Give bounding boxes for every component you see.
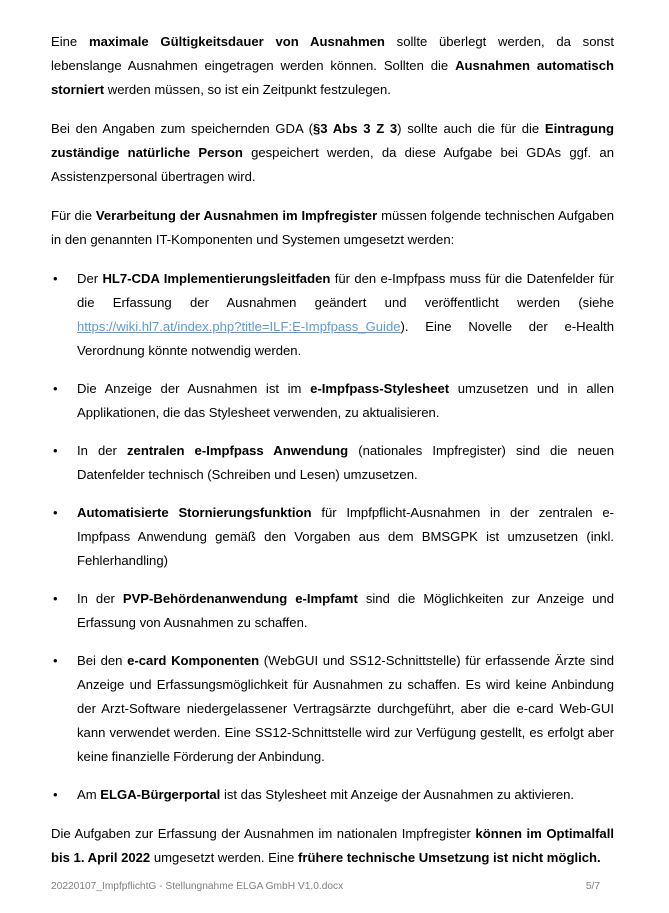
paragraph-verarbeitung-intro xyxy=(51,204,614,252)
text-segment: umgesetzt werden. Eine xyxy=(150,850,298,865)
bold-segment: maximale Gültigkeitsdauer von Ausnahmen xyxy=(88,34,385,49)
text-segment: für Impfpflicht-Ausnahmen in der zentralen e-Impfpass Anwendung gemäß den Vorgaben aus dem BMSGPK ist umzusetzen (inkl. Fehlerhandling) xyxy=(77,505,614,568)
text-segment: gespeichert werden, da diese Aufgabe bei GDAs ggf. an Assistenzpersonal übertragen wird. xyxy=(51,145,614,184)
list-item xyxy=(51,377,614,425)
paragraph-gda-angaben xyxy=(51,117,614,189)
bullet-icon: • xyxy=(53,271,58,286)
bold-segment: e-Impfpass-Stylesheet xyxy=(310,381,450,396)
text-segment: In der xyxy=(77,443,127,458)
bold-segment: Verarbeitung der Ausnahmen im Impfregister xyxy=(95,208,378,223)
task-list xyxy=(51,267,614,807)
list-item xyxy=(51,267,614,363)
text-segment: Eine xyxy=(51,34,89,49)
bold-segment: PVP-Behördenanwendung e-Impfamt xyxy=(122,591,358,606)
footer-document-name: 20220107_ImpfpflichtG - Stellungnahme ELGA GmbH V1.0.docx xyxy=(51,881,344,892)
bold-segment: Automatisierte Stornierungsfunktion xyxy=(77,505,312,520)
text-segment: für den e-Impfpass muss für die Datenfelder für die Erfassung der Ausnahmen geändert und veröffentlicht werden (siehe xyxy=(77,271,614,310)
list-item xyxy=(51,439,614,487)
text-segment: Die Anzeige der Ausnahmen ist im xyxy=(77,381,311,396)
bold-segment: Eintragung zuständige natürliche Person xyxy=(51,121,614,160)
text-segment: umzusetzen und in allen Applikationen, die das Stylesheet verwenden, zu aktualisieren. xyxy=(77,381,614,420)
list-item xyxy=(51,783,614,807)
bullet-icon: • xyxy=(53,505,58,520)
bold-segment-paragraph: §3 Abs 3 Z 3 xyxy=(313,121,398,136)
list-item xyxy=(51,649,614,769)
text-segment: werden müssen, so ist ein Zeitpunkt festzulegen. xyxy=(104,82,391,97)
text-segment: sollte überlegt werden, da sonst lebenslange Ausnahmen eingetragen werden können. Sollten die xyxy=(51,34,614,73)
bullet-icon: • xyxy=(53,653,58,668)
page-footer xyxy=(51,880,600,894)
hl7-guide-link[interactable]: https://wiki.hl7.at/index.php?title=ILF:E-Impfpass_Guide xyxy=(77,319,401,334)
text-segment: (nationales Impfregister) sind die neuen Datenfelder technisch (Schreiben und Lesen) umzusetzen. xyxy=(77,443,615,482)
text-segment: ). Eine Novelle der e-Health Verordnung könnte notwendig werden. xyxy=(77,319,614,358)
text-segment: (WebGUI und SS12-Schnittstelle) für erfassende Ärzte sind Anzeige und Erfassungsmöglichkeit für Ausnahmen zu schaffen. Es wird keine Anbindung der Arzt-Software niedergelassener Vertragsärzte durchgeführt, aber die e-card Web-GUI kann verwendet werden. Eine SS12-Schnittstelle wird zur Verfügung gestellt, es erfolgt aber keine finanzielle Förderung der Anbindung. xyxy=(77,653,615,764)
bold-segment: Ausnahmen automatisch storniert xyxy=(51,58,614,97)
text-segment: müssen folgende technischen Aufgaben in den genannten IT-Komponenten und Systemen umgesetzt werden: xyxy=(51,208,615,247)
paragraph-gueltigkeitsdauer xyxy=(51,30,614,102)
bullet-icon: • xyxy=(53,381,58,396)
bold-segment: e-card Komponenten xyxy=(127,653,260,668)
text-segment: Die Aufgaben zur Erfassung der Ausnahmen im nationalen Impfregister xyxy=(51,826,476,841)
paragraph-zeitplan xyxy=(51,822,614,870)
text-segment: ) sollte auch die für die xyxy=(397,121,545,136)
text-segment: Am xyxy=(77,787,101,802)
text-segment: Bei den xyxy=(77,653,128,668)
bold-segment: können im Optimalfall bis 1. April 2022 xyxy=(51,826,614,865)
bullet-icon: • xyxy=(53,443,58,458)
text-segment: In der xyxy=(77,591,123,606)
list-item xyxy=(51,587,614,635)
bold-segment: HL7-CDA Implementierungsleitfaden xyxy=(102,271,331,286)
document-body xyxy=(51,30,614,870)
text-segment: Bei den Angaben zum speichernden GDA ( xyxy=(51,121,314,136)
bullet-icon: • xyxy=(53,787,58,802)
bold-segment: zentralen e-Impfpass Anwendung xyxy=(127,443,349,458)
text-segment: sind die Möglichkeiten zur Anzeige und Erfassung von Ausnahmen zu schaffen. xyxy=(77,591,614,630)
bold-segment: frühere technische Umsetzung ist nicht möglich. xyxy=(297,850,601,865)
bullet-icon: • xyxy=(53,591,58,606)
text-segment: ist das Stylesheet mit Anzeige der Ausnahmen zu aktivieren. xyxy=(220,787,575,802)
list-item xyxy=(51,501,614,573)
text-segment: Der xyxy=(77,271,103,286)
footer-page-number: 5/7 xyxy=(585,881,600,892)
bold-segment: ELGA-Bürgerportal xyxy=(100,787,221,802)
text-segment: Für die xyxy=(51,208,96,223)
task-list-block xyxy=(51,267,614,807)
